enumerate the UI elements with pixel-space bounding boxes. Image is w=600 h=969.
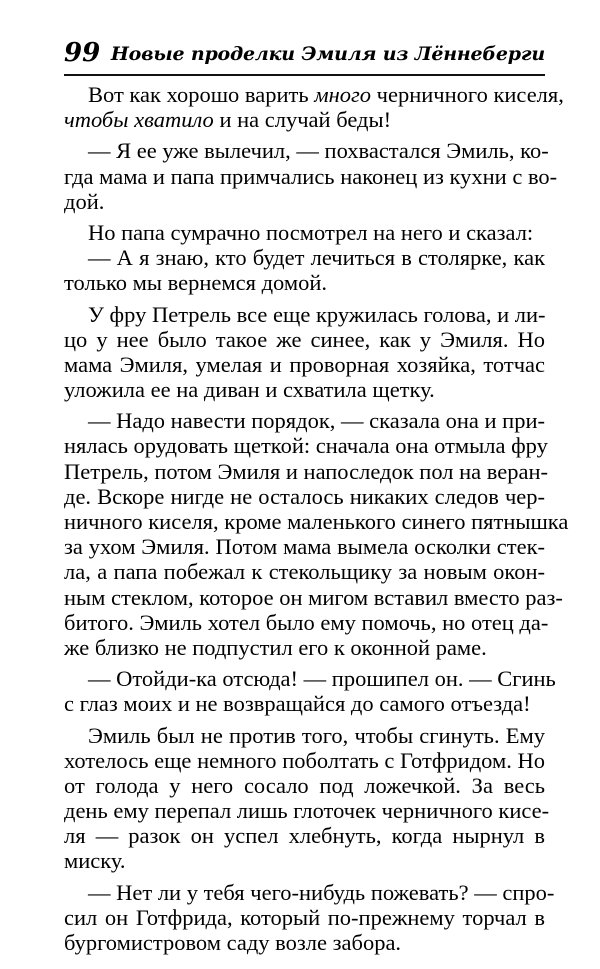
text-line: ля — разок он успел хлебнуть, когда нырнул в [64,823,545,849]
text-line: — Нет ли у тебя чего-нибудь пожевать? — спро- [88,879,555,905]
body-text [64,82,569,955]
running-head: Новые проделки Эмиля из Лённеберги [110,43,545,65]
text-line: мама Эмиля, умелая и проворная хозяйка, тотчас [64,351,545,377]
text-line: — Надо навести порядок, — сказала она и при- [88,408,545,434]
text-line: день ему перепал лишь глоточек черничного кисе- [64,798,550,824]
text-line: чтобы хватило и на случай беды! [64,107,392,133]
page-number: 99 [64,38,101,68]
text-line: сил он Готфрида, который по-прежнему торчал в [64,904,545,930]
text-line: за ухом Эмиля. Потом мама вымела осколки стек- [64,534,545,560]
text-line: Петрель, потом Эмиля и напоследок пол на веран- [64,458,549,484]
text-line: уложила ее на диван и схватила щетку. [64,377,435,403]
emphasis: чтобы хватило [64,107,214,133]
text-line: же близко не подпустил его к оконной раме. [64,634,487,660]
emphasis: много [314,82,372,107]
text-line: с глаз моих и не возвращайся до самого отъезда! [64,691,531,717]
text-line: нялась орудовать щеткой: сначала она отмыла фру [64,433,548,459]
text-line: бургомистровом саду возле забора. [64,930,402,955]
text-line: — А я знаю, кто будет лечиться в столярке, как [88,245,545,271]
text-line: У фру Петрель все еще кружилась голова, и ли- [88,301,546,327]
text-line: только мы вернемся домой. [64,270,328,296]
text-line: ла, а папа побежал к стекольщику за новым окон- [64,559,545,585]
text-line: Эмиль был не против того, чтобы сгинуть. Ему [88,722,545,748]
text-line: хотелось еще немного поболтать с Готфридом. Но [64,747,545,773]
text-line: Вот как хорошо варить много черничного киселя, [88,82,564,107]
text-line: ничного киселя, кроме маленького синего пятнышка [64,509,569,534]
text-line: де. Вскоре нигде не осталось никаких следов чер- [64,483,545,509]
text-line: — Отойди-ка отсюда! — прошипел он. — Сгинь [88,666,556,692]
text-line: гда мама и папа примчались наконец из кухни с во- [64,163,558,189]
text-line: битого. Эмиль хотел было ему помочь, но отец да- [64,609,549,635]
text-line: дой. [64,188,105,214]
text-line: миску. [64,848,126,874]
text-line: ным стеклом, которое он мигом вставил вместо раз- [64,584,563,610]
text-line: Но папа сумрачно посмотрел на него и сказал: [88,219,534,245]
text-line: цо у нее было такое же синее, как у Эмиля. Но [64,326,545,352]
text-line: — Я ее уже вылечил, — похвастался Эмиль, ко- [88,138,549,164]
text-line: от голода у него сосало под ложечкой. За весь [64,772,545,798]
page-header [64,36,545,76]
